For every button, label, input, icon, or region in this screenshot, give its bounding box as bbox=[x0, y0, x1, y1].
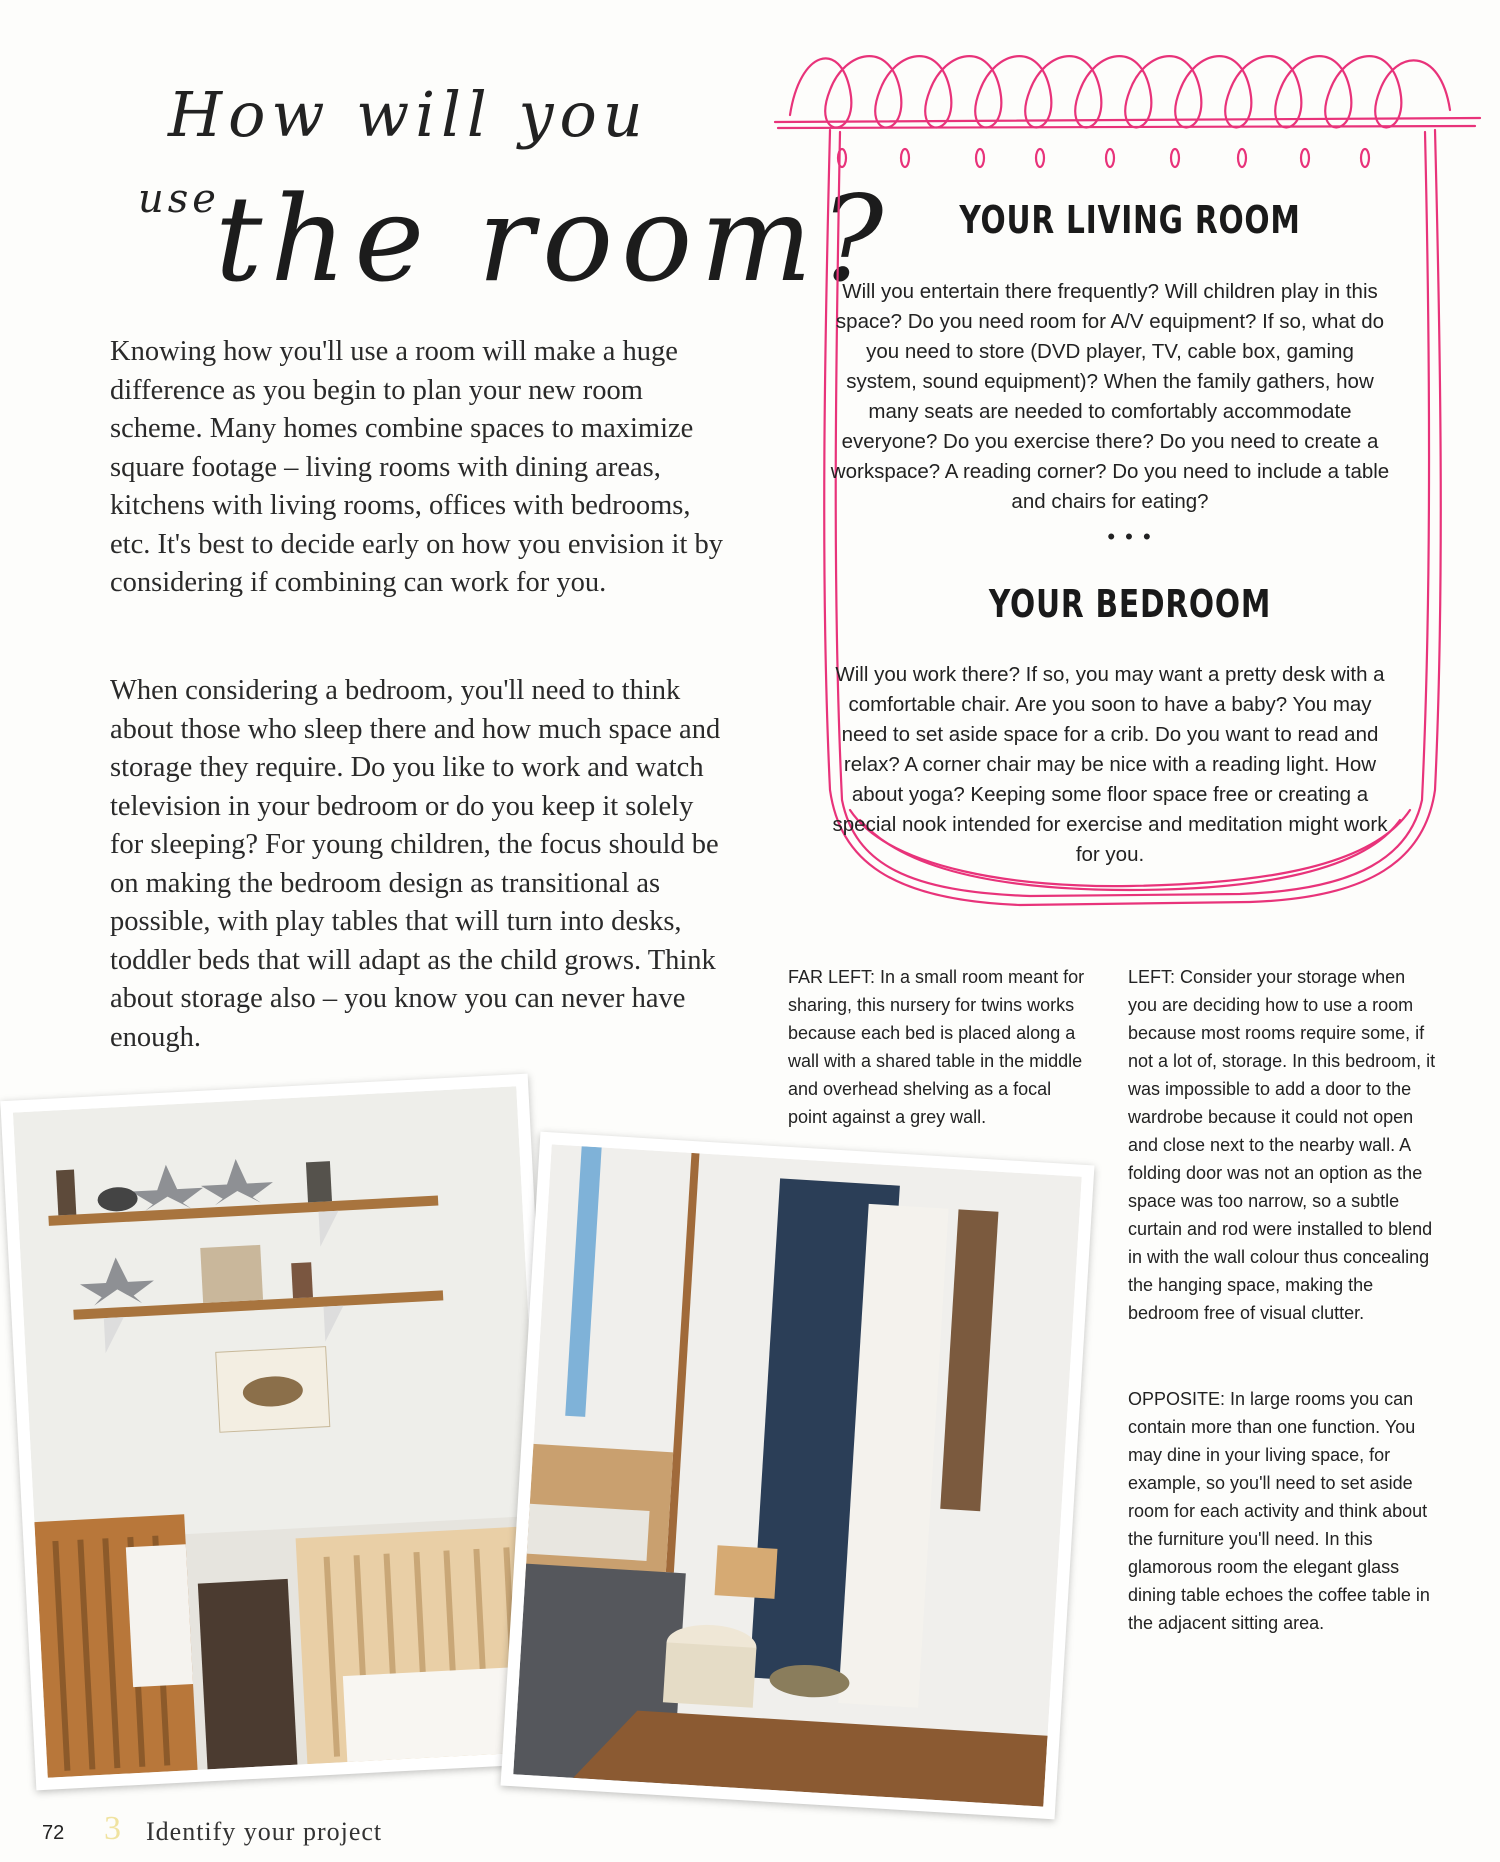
caption-far-left: FAR LEFT: In a small room meant for sharing, this nursery for twins works because each bed is placed along a wall with a shared table in the middle and overhead shelving as a focal point against a grey wall. bbox=[788, 967, 1085, 1127]
living-room-text: Will you entertain there frequently? Will children play in this space? Do you need room for A/V equipment? If so, what do you need to store (DVD player, TV, cable box, gaming system, sound equipment)? When the family gathers, how many seats are needed to comfortably accommodate everyone? Do you exercise there? Do you need to create a workspace? A reading corner? Do you need to include a table and chairs for eating? bbox=[830, 280, 1390, 513]
page-number: 72 bbox=[42, 1822, 65, 1844]
nursery-illustration bbox=[13, 1086, 551, 1777]
caption-opposite: OPPOSITE: In large rooms you can contain more than one function. You may dine in your living space, for example, so you'll need to set aside room for each activity and think about the furniture you'll need. In this glamorous room the elegant glass dining table echoes the coffee table in the adjacent sitting area. bbox=[1128, 1389, 1430, 1633]
bedroom-photo bbox=[501, 1132, 1095, 1820]
bedroom-paragraph: When considering a bedroom, you'll need to think about those who sleep there and how much space and storage they require. Do you like to work and watch television in your bedroom or do you keep it solely for sleeping? For young children, the focus should be on making the bedroom design as transitional as possible, with play tables that will turn into desks, toddler beds that will adapt as the child grows. Think about storage also – you know you can never have enough. bbox=[110, 675, 721, 1053]
bedroom-heading: YOUR BEDROOM bbox=[988, 582, 1272, 626]
title-line-3: the room? bbox=[215, 170, 892, 308]
caption-left: LEFT: Consider your storage when you are deciding how to use a room because most rooms require some, if not a lot of, storage. In this bedroom, it was impossible to add a door to the wardrobe because it could not open and close next to the nearby wall. A folding door was not an option as the space was too narrow, so a subtle curtain and rod were installed to blend in with the wall colour thus concealing the hanging space, making the bedroom free of visual clutter. bbox=[1128, 967, 1436, 1323]
chapter-number: 3 bbox=[104, 1810, 121, 1847]
title-line-1: How will you bbox=[168, 78, 649, 151]
section-divider: • • • bbox=[1107, 524, 1153, 549]
nursery-photo bbox=[0, 1074, 563, 1791]
section-title: Identify your project bbox=[146, 1817, 383, 1846]
bedroom-illustration bbox=[513, 1144, 1082, 1806]
bedroom-text: Will you work there? If so, you may want a pretty desk with a comfortable chair. Are you soon to have a baby? You may need to set aside space for a crib. Do you want to read and relax? A corner chair may be nice with a reading light. How about yoga? Keeping some floor space free or creating a special nook intended for exercise and meditation might work for you. bbox=[832, 663, 1388, 866]
intro-paragraph: Knowing how you'll use a room will make a huge difference as you begin to plan your new room scheme. Many homes combine spaces to maximize square footage – living rooms with dining areas, kitchens with living rooms, offices with bedrooms, etc. It's best to decide early on how you envision it by considering if combining can work for you. bbox=[110, 336, 724, 598]
title-line-2: use bbox=[138, 176, 220, 222]
living-room-heading: YOUR LIVING ROOM bbox=[959, 198, 1301, 242]
